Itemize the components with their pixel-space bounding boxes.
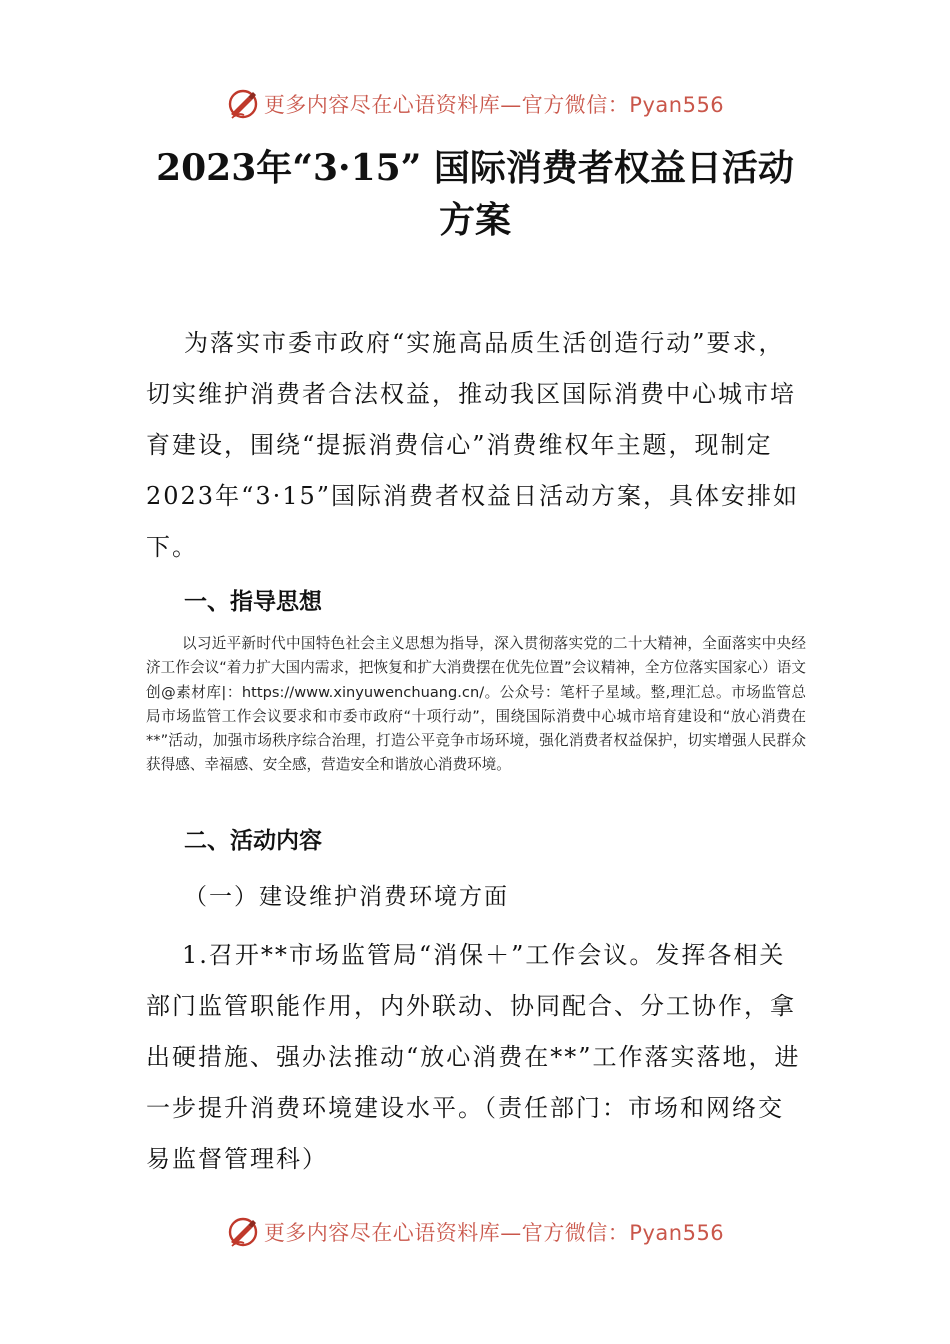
title-line-2: 方案 (438, 199, 511, 241)
footer-banner[interactable] (0, 1212, 950, 1252)
title-line-1: 2023年“3·15” 国际消费者权益日活动 (156, 147, 794, 189)
subsection-heading-consumer-environment: （一）建设维护消费环境方面 (184, 884, 509, 910)
banner-text: 更多内容尽在心语资料库—官方微信：Pyan556 (263, 93, 725, 117)
section-heading-activities: 二、活动内容 (184, 828, 322, 854)
item-1-paragraph: 1.召开**市场监管局“消保＋”工作会议。发挥各相关部门监管职能作用，内外联动、协同配合、分工协作，拿出硬措施、强办法推动“放心消费在**”工作落实落地，进一步提升消费环境建设水平。（责任部门：市场和网络交易监督管理科） (146, 941, 801, 1173)
section-heading-guiding-thought: 一、指导思想 (184, 589, 322, 615)
pen-circle-logo-icon (226, 87, 260, 121)
banner-text: 更多内容尽在心语资料库—官方微信：Pyan556 (263, 1221, 725, 1245)
header-banner[interactable] (0, 84, 950, 124)
document-title (110, 142, 840, 246)
intro-paragraph: 为落实市委市政府“实施高品质生活创造行动”要求，切实维护消费者合法权益，推动我区国际消费中心城市培育建设，围绕“提振消费信心”消费维权年主题，现制定2023年“3·15”国际消费者权益日活动方案，具体安排如下。 (146, 329, 800, 561)
guiding-thought-paragraph: 以习近平新时代中国特色社会主义思想为指导，深入贯彻落实党的二十大精神，全面落实中央经济工作会议“着力扩大国内需求，把恢复和扩大消费摆在优先位置”会议精神，全方位落实国家心）语文创@素材库|：https://www.xinyuwenchuang.cn/。公众号：笔杆子星域。整,理汇总。市场监管总局市场监管工作会议要求和市委市政府“十项行动”，围绕国际消费中心城市培育建设和“放心消费在**”活动，加强市场秩序综合治理，打造公平竞争市场环境，强化消费者权益保护，切实增强人民群众获得感、幸福感、安全感，营造安全和谐放心消费环境。 (146, 635, 806, 774)
pen-circle-logo-icon (226, 1215, 260, 1249)
